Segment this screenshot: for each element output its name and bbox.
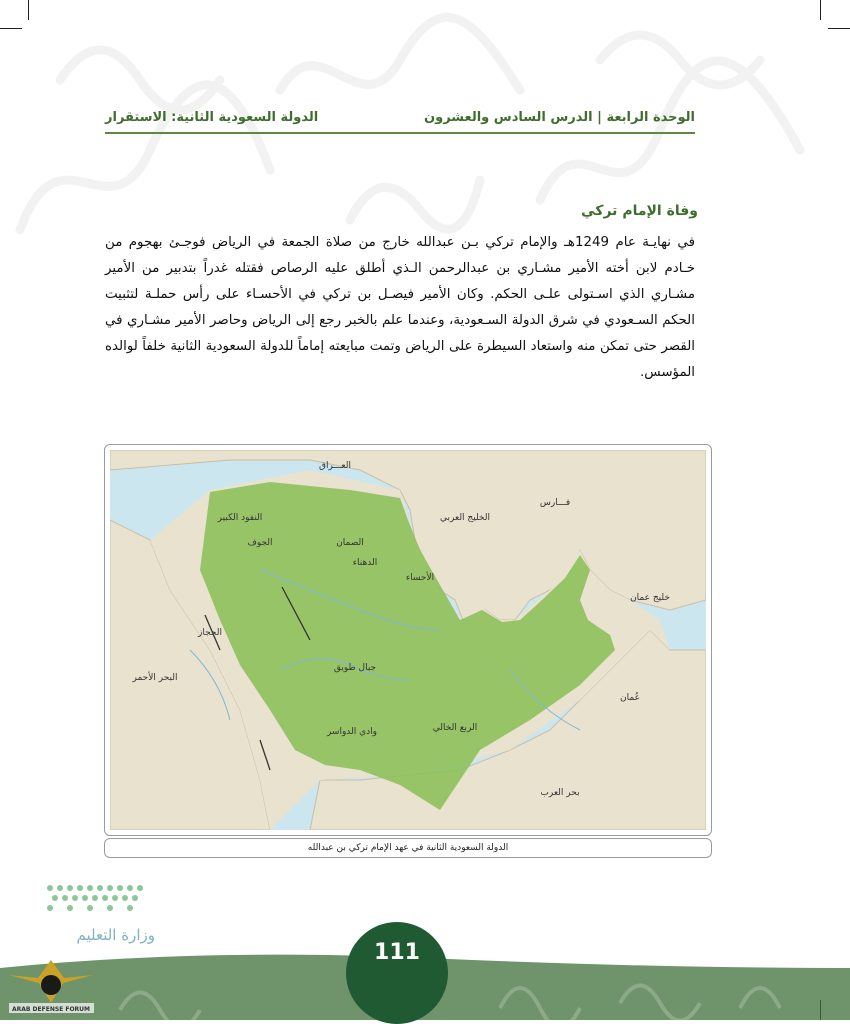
label-summan: الصمان	[336, 538, 364, 548]
label-persia: فـــارس	[539, 498, 571, 508]
label-tuwaiq: جبال طويق	[333, 663, 377, 673]
label-gulf-oman: خليج عمان	[630, 593, 670, 603]
label-ahsa: الأحساء	[405, 573, 435, 583]
forum-watermark-logo	[4, 945, 99, 1017]
section-paragraph: في نهايـة عام 1249هـ والإمام تركي بـن عبدالله خارج من صلاة الجمعة في الرياض فوجـئ بهجوم من خـادم لابن أخته الأمير مشـاري بن عبدالرحمن الـذي أطلق عليه الرصاص فقتله غدراً بتدبير من الأمير مشـاري الذي اسـتولى علـى الحكم. وكان الأمير فيصـل بن تركي في الأحسـاء على رأس حملـة لتثبيت الحكم السـعودي في شرق الدولة السـعودية، وعندما علم بالخبر رجع إلى الرياض وحاصر الأمير مشـاري في القصر حتى تمكن منه واستعاد السيطرة على الرياض وتمت مبايعته إماماً للدولة السعودية الثانية خلفاً لوالده المؤسس.	[105, 235, 695, 380]
section-title: وفاة الإمام تركي	[581, 203, 698, 219]
forum-watermark-text: ARAB DEFENSE FORUM	[11, 1006, 91, 1013]
unit-lesson-title: الوحدة الرابعة | الدرس السادس والعشرون	[424, 109, 695, 125]
historical-map	[110, 450, 706, 830]
label-iraq: العـــراق	[319, 461, 351, 471]
label-hijaz: الحجاز	[198, 628, 222, 638]
page-header	[105, 102, 695, 132]
label-jawf: الجوف	[247, 538, 273, 548]
topic-title: الدولة السعودية الثانية: الاستقرار	[105, 109, 319, 125]
label-dahna: الدهناء	[352, 558, 378, 568]
header-divider	[105, 132, 695, 134]
label-arabian-gulf: الخليج العربي	[440, 513, 490, 523]
map-frame	[104, 444, 712, 836]
map-caption: الدولة السعودية الثانية في عهد الإمام تركي بن عبدالله	[104, 838, 712, 858]
label-red-sea: البحر الأحمر	[132, 673, 178, 683]
label-nafud: النفود الكبير	[217, 513, 263, 523]
page-number: 111	[374, 940, 420, 965]
label-empty-quarter: الربع الخالي	[432, 723, 478, 733]
label-arabian-sea: بحر العرب	[540, 788, 580, 798]
label-oman: عُمان	[620, 693, 640, 703]
label-wadi-dawasir: وادي الدواسر	[326, 727, 378, 737]
page-number-badge	[346, 922, 448, 1024]
ministry-name: وزارة التعليم	[76, 926, 155, 944]
